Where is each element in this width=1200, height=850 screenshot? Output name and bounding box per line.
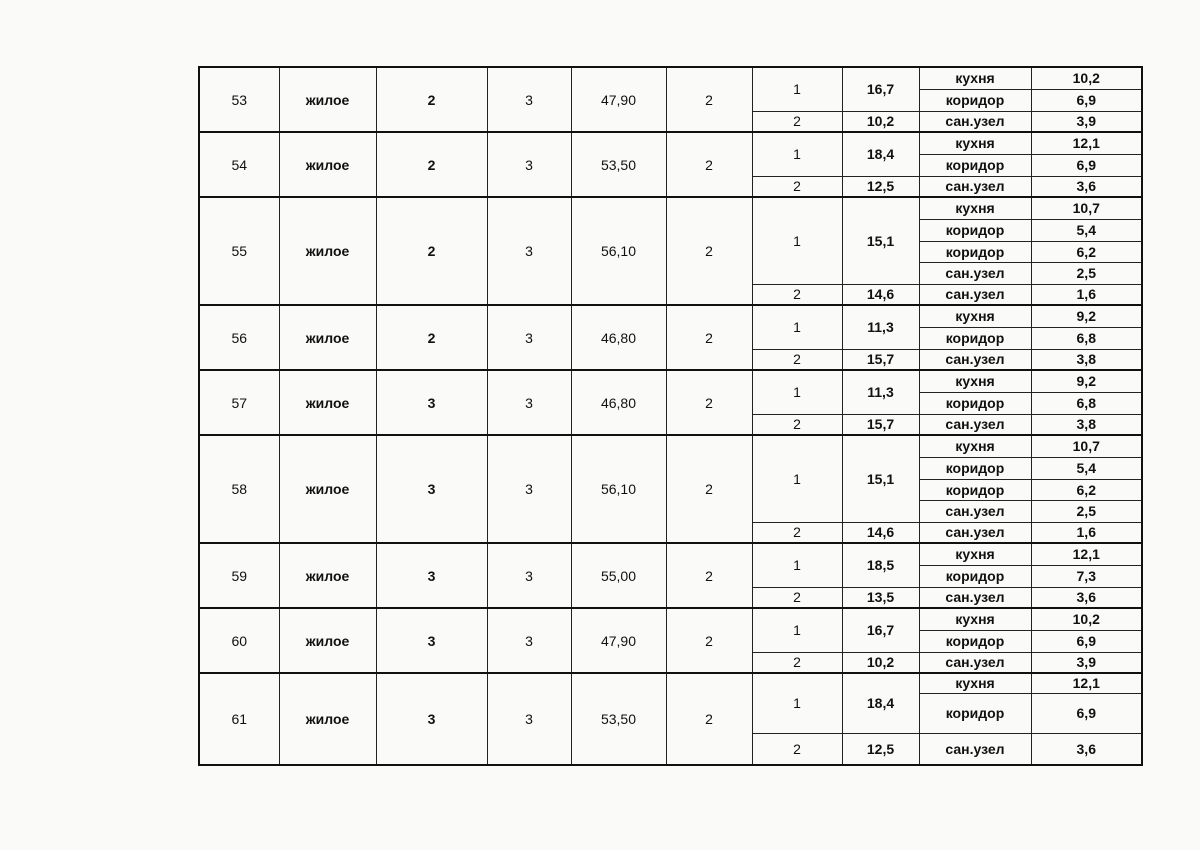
room-name: сан.узел <box>919 522 1031 543</box>
sub-room-area: 15,1 <box>842 197 919 284</box>
apartment-number: 56 <box>199 305 279 370</box>
room-name: коридор <box>919 630 1031 652</box>
room-area: 3,6 <box>1031 587 1142 608</box>
apartment-column-4: 3 <box>487 132 571 197</box>
apartments-table <box>198 66 1143 766</box>
room-area: 6,8 <box>1031 327 1142 349</box>
table-row <box>199 67 1142 89</box>
apartment-floor: 2 <box>376 305 487 370</box>
apartment-room-count: 2 <box>666 435 752 543</box>
room-name: сан.узел <box>919 262 1031 284</box>
sub-room-number: 2 <box>752 522 842 543</box>
apartment-room-count: 2 <box>666 67 752 132</box>
room-name: коридор <box>919 327 1031 349</box>
apartment-area: 56,10 <box>571 197 666 305</box>
sub-room-number: 1 <box>752 305 842 349</box>
apartment-number: 54 <box>199 132 279 197</box>
sub-room-area: 18,4 <box>842 132 919 176</box>
apartment-number: 55 <box>199 197 279 305</box>
sub-room-number: 1 <box>752 132 842 176</box>
room-name: сан.узел <box>919 733 1031 765</box>
sub-room-number: 2 <box>752 414 842 435</box>
apartment-room-count: 2 <box>666 673 752 765</box>
room-name: кухня <box>919 608 1031 630</box>
room-area: 3,9 <box>1031 111 1142 132</box>
room-area: 6,9 <box>1031 630 1142 652</box>
room-name: коридор <box>919 154 1031 176</box>
apartment-floor: 3 <box>376 370 487 435</box>
room-name: кухня <box>919 67 1031 89</box>
apartment-purpose: жилое <box>279 370 376 435</box>
apartment-area: 53,50 <box>571 132 666 197</box>
apartment-floor: 2 <box>376 132 487 197</box>
room-name: кухня <box>919 305 1031 327</box>
sub-room-area: 18,5 <box>842 543 919 587</box>
sub-room-number: 1 <box>752 197 842 284</box>
room-name: коридор <box>919 89 1031 111</box>
apartment-column-4: 3 <box>487 370 571 435</box>
sub-room-number: 1 <box>752 67 842 111</box>
room-area: 1,6 <box>1031 284 1142 305</box>
apartment-purpose: жилое <box>279 543 376 608</box>
room-area: 5,4 <box>1031 457 1142 479</box>
sub-room-number: 1 <box>752 673 842 733</box>
sub-room-area: 11,3 <box>842 305 919 349</box>
table-row <box>199 132 1142 154</box>
room-area: 6,9 <box>1031 154 1142 176</box>
sub-room-area: 16,7 <box>842 608 919 652</box>
sub-room-number: 2 <box>752 284 842 305</box>
apartment-floor: 3 <box>376 673 487 765</box>
table-row <box>199 543 1142 565</box>
apartment-room-count: 2 <box>666 132 752 197</box>
room-name: сан.узел <box>919 111 1031 132</box>
room-area: 1,6 <box>1031 522 1142 543</box>
room-name: коридор <box>919 479 1031 500</box>
apartment-floor: 2 <box>376 67 487 132</box>
sub-room-area: 10,2 <box>842 111 919 132</box>
room-area: 2,5 <box>1031 500 1142 522</box>
sub-room-area: 11,3 <box>842 370 919 414</box>
apartment-purpose: жилое <box>279 197 376 305</box>
room-area: 10,2 <box>1031 67 1142 89</box>
table-row <box>199 305 1142 327</box>
apartment-area: 47,90 <box>571 67 666 132</box>
room-area: 9,2 <box>1031 370 1142 392</box>
room-area: 2,5 <box>1031 262 1142 284</box>
table-row <box>199 608 1142 630</box>
apartment-purpose: жилое <box>279 132 376 197</box>
sub-room-number: 2 <box>752 652 842 673</box>
table-row <box>199 673 1142 693</box>
sub-room-area: 14,6 <box>842 284 919 305</box>
sub-room-area: 18,4 <box>842 673 919 733</box>
sub-room-number: 1 <box>752 370 842 414</box>
apartment-column-4: 3 <box>487 67 571 132</box>
apartment-number: 61 <box>199 673 279 765</box>
sub-room-area: 12,5 <box>842 733 919 765</box>
room-name: кухня <box>919 370 1031 392</box>
room-area: 5,4 <box>1031 219 1142 241</box>
apartment-floor: 3 <box>376 543 487 608</box>
apartment-purpose: жилое <box>279 67 376 132</box>
room-area: 3,9 <box>1031 652 1142 673</box>
room-area: 12,1 <box>1031 543 1142 565</box>
room-name: кухня <box>919 132 1031 154</box>
apartment-number: 60 <box>199 608 279 673</box>
room-name: коридор <box>919 457 1031 479</box>
room-name: сан.узел <box>919 587 1031 608</box>
room-name: коридор <box>919 565 1031 587</box>
apartment-column-4: 3 <box>487 435 571 543</box>
apartment-column-4: 3 <box>487 608 571 673</box>
room-name: сан.узел <box>919 414 1031 435</box>
apartment-number: 58 <box>199 435 279 543</box>
apartment-purpose: жилое <box>279 608 376 673</box>
room-name: коридор <box>919 693 1031 733</box>
sub-room-area: 16,7 <box>842 67 919 111</box>
apartment-area: 55,00 <box>571 543 666 608</box>
apartment-column-4: 3 <box>487 197 571 305</box>
room-name: сан.узел <box>919 500 1031 522</box>
room-area: 12,1 <box>1031 132 1142 154</box>
room-area: 7,3 <box>1031 565 1142 587</box>
apartment-column-4: 3 <box>487 543 571 608</box>
apartment-area: 53,50 <box>571 673 666 765</box>
sub-room-area: 12,5 <box>842 176 919 197</box>
room-area: 6,2 <box>1031 241 1142 262</box>
apartment-purpose: жилое <box>279 305 376 370</box>
room-name: коридор <box>919 241 1031 262</box>
room-name: кухня <box>919 197 1031 219</box>
room-area: 10,7 <box>1031 197 1142 219</box>
apartment-floor: 3 <box>376 435 487 543</box>
room-area: 6,2 <box>1031 479 1142 500</box>
room-name: кухня <box>919 543 1031 565</box>
apartment-room-count: 2 <box>666 197 752 305</box>
room-name: сан.узел <box>919 176 1031 197</box>
sub-room-number: 1 <box>752 435 842 522</box>
sub-room-area: 10,2 <box>842 652 919 673</box>
room-name: кухня <box>919 435 1031 457</box>
room-area: 10,7 <box>1031 435 1142 457</box>
apartment-room-count: 2 <box>666 370 752 435</box>
sub-room-area: 15,7 <box>842 349 919 370</box>
sub-room-area: 15,1 <box>842 435 919 522</box>
room-area: 3,6 <box>1031 733 1142 765</box>
room-area: 10,2 <box>1031 608 1142 630</box>
sub-room-number: 2 <box>752 176 842 197</box>
sub-room-number: 2 <box>752 111 842 132</box>
apartment-room-count: 2 <box>666 543 752 608</box>
apartment-column-4: 3 <box>487 673 571 765</box>
apartment-purpose: жилое <box>279 673 376 765</box>
sub-room-area: 15,7 <box>842 414 919 435</box>
apartment-purpose: жилое <box>279 435 376 543</box>
sub-room-number: 2 <box>752 587 842 608</box>
room-area: 3,8 <box>1031 349 1142 370</box>
room-name: сан.узел <box>919 284 1031 305</box>
room-area: 6,9 <box>1031 89 1142 111</box>
room-name: коридор <box>919 219 1031 241</box>
apartment-number: 57 <box>199 370 279 435</box>
table-row <box>199 370 1142 392</box>
apartment-room-count: 2 <box>666 608 752 673</box>
apartment-area: 47,90 <box>571 608 666 673</box>
room-area: 6,8 <box>1031 392 1142 414</box>
apartment-floor: 3 <box>376 608 487 673</box>
apartment-room-count: 2 <box>666 305 752 370</box>
apartment-column-4: 3 <box>487 305 571 370</box>
room-area: 6,9 <box>1031 693 1142 733</box>
room-area: 3,6 <box>1031 176 1142 197</box>
sub-room-number: 1 <box>752 608 842 652</box>
room-area: 9,2 <box>1031 305 1142 327</box>
room-area: 3,8 <box>1031 414 1142 435</box>
room-name: сан.узел <box>919 349 1031 370</box>
table-row <box>199 197 1142 219</box>
sub-room-area: 13,5 <box>842 587 919 608</box>
apartment-area: 46,80 <box>571 370 666 435</box>
table-row <box>199 435 1142 457</box>
room-name: коридор <box>919 392 1031 414</box>
room-name: кухня <box>919 673 1031 693</box>
sub-room-number: 2 <box>752 733 842 765</box>
apartment-floor: 2 <box>376 197 487 305</box>
apartment-area: 46,80 <box>571 305 666 370</box>
apartment-number: 53 <box>199 67 279 132</box>
sub-room-number: 1 <box>752 543 842 587</box>
sub-room-area: 14,6 <box>842 522 919 543</box>
apartment-area: 56,10 <box>571 435 666 543</box>
apartment-number: 59 <box>199 543 279 608</box>
room-area: 12,1 <box>1031 673 1142 693</box>
room-name: сан.узел <box>919 652 1031 673</box>
sub-room-number: 2 <box>752 349 842 370</box>
